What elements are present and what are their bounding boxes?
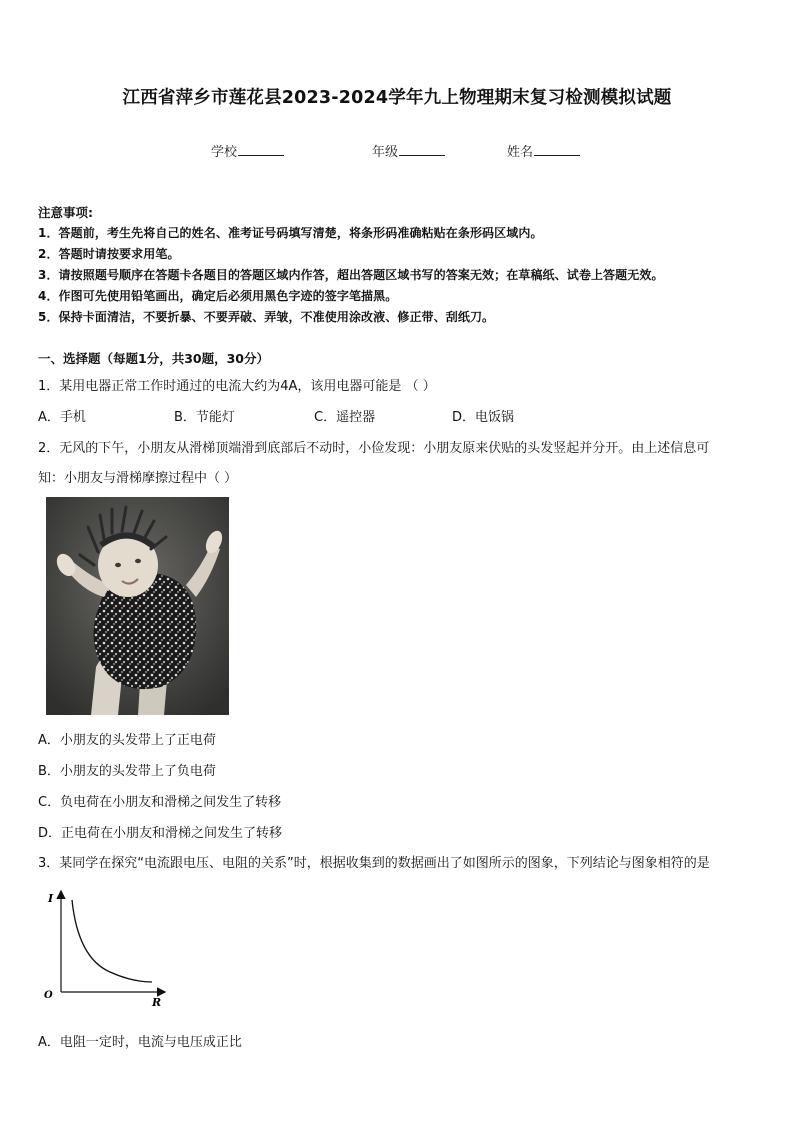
q2-option-d[interactable]: D．正电荷在小朋友和滑梯之间发生了转移 [38,826,283,841]
q3-option-a[interactable]: A．电阻一定时，电流与电压成正比 [38,1035,242,1050]
q1-option-a[interactable]: A．手机 [38,410,86,425]
graph-svg [40,886,170,1006]
current-resistance-graph [40,886,170,1006]
question-2-stem-line2: 知：小朋友与滑梯摩擦过程中（ ） [38,471,238,486]
q1-option-d[interactable]: D．电饭锅 [452,410,515,425]
notice-item: 3．请按照题号顺序在答题卡各题目的答题区域内作答，超出答题区域书写的答案无效；在草稿纸、试卷上答题无效。 [38,268,664,282]
exam-title: 江西省萍乡市莲花县2023-2024学年九上物理期末复习检测模拟试题 [122,88,672,108]
grade-label: 年级 [372,145,399,160]
origin-label: O [44,990,53,1001]
question-2-stem-line1: 2．无风的下午，小朋友从滑梯顶端滑到底部后不动时，小俭发现：小朋友原来伏贴的头发竖起并分开。由上述信息可 [38,441,710,456]
school-label: 学校 [211,145,238,160]
q2-option-b[interactable]: B．小朋友的头发带上了负电荷 [38,764,216,779]
notice-item: 2．答题时请按要求用笔。 [38,247,180,261]
grade-blank[interactable] [399,143,445,156]
question-1-stem: 1．某用电器正常工作时通过的电流大约为4A，该用电器可能是 （ ） [38,379,436,394]
name-field [507,141,580,160]
inverse-curve [72,900,152,982]
q1-option-c[interactable]: C．遥控器 [314,410,376,425]
photo-illustration [46,497,229,715]
notice-item: 1．答题前，考生先将自己的姓名、准考证号码填写清楚，将条形码准确粘贴在条形码区域内。 [38,226,543,240]
q1-option-b[interactable]: B．节能灯 [174,410,235,425]
notice-title: 注意事项: [38,205,93,220]
child-on-slide-photo [46,497,229,715]
grade-field [372,141,445,160]
x-axis-label: R [152,996,162,1006]
notice-item: 4．作图可先使用铅笔画出，确定后必须用黑色字迹的签字笔描黑。 [38,289,398,303]
school-field [211,141,284,160]
question-3-stem: 3．某同学在探究“电流跟电压、电阻的关系”时，根据收集到的数据画出了如图所示的图象，下列结论与图象相符的是 [38,856,710,871]
q2-option-a[interactable]: A．小朋友的头发带上了正电荷 [38,733,216,748]
y-axis-label: I [48,892,54,905]
name-blank[interactable] [534,143,580,156]
section-heading: 一、选择题（每题1分，共30题，30分） [38,351,269,366]
name-label: 姓名 [507,145,534,160]
notice-item: 5．保持卡面清洁，不要折暴、不要弄破、弄皱，不准使用涂改液、修正带、刮纸刀。 [38,310,495,324]
q2-option-c[interactable]: C．负电荷在小朋友和滑梯之间发生了转移 [38,795,282,810]
school-blank[interactable] [238,143,284,156]
